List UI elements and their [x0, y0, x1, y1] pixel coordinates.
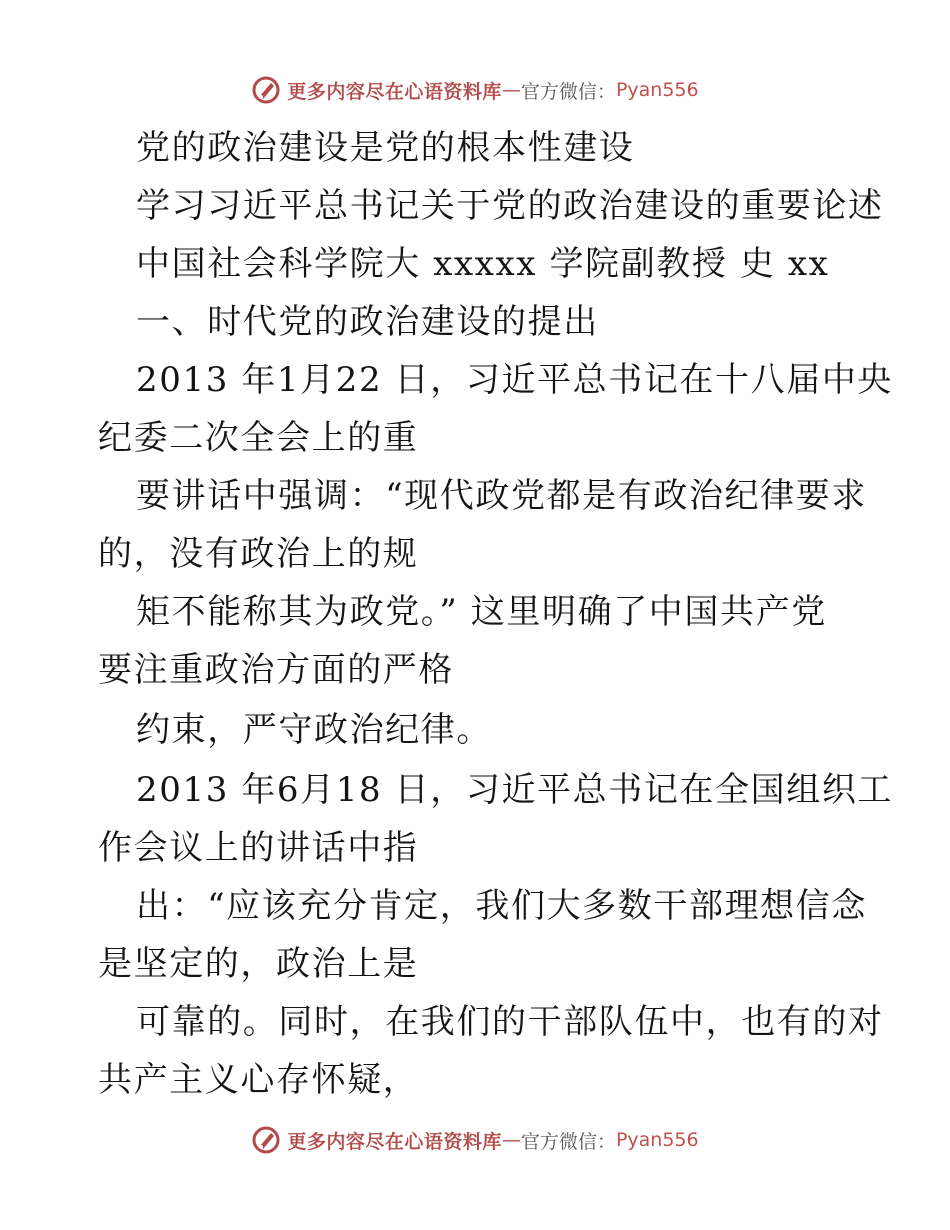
document-author: 中国社会科学院大 xxxxx 学院副教授 史 xx [136, 244, 830, 284]
paragraph-line: 的，没有政治上的规 [98, 534, 419, 574]
pen-logo-icon [251, 1125, 281, 1155]
paragraph-line: 2013 年1月22 日，习近平总书记在十八届中央 [136, 360, 894, 400]
paragraph-line: 作会议上的讲话中指 [98, 828, 419, 868]
watermark-main-text: 更多内容尽在心语资料库 [287, 80, 502, 103]
paragraph-line: 要讲话中强调：“现代政党都是有政治纪律要求 [136, 476, 867, 516]
pen-logo-icon [251, 75, 281, 105]
paragraph-line: 纪委二次全会上的重 [98, 418, 419, 458]
footer-watermark [0, 1120, 950, 1160]
paragraph-line: 共产主义心存怀疑， [98, 1060, 419, 1100]
document-title: 党的政治建设是党的根本性建设 [136, 128, 635, 168]
paragraph-line: 出：“应该充分肯定，我们大多数干部理想信念 [136, 886, 867, 926]
watermark-wechat-id: Pyan556 [615, 79, 699, 101]
paragraph-line: 要注重政治方面的严格 [98, 650, 454, 690]
watermark-main-text: 更多内容尽在心语资料库 [287, 1130, 502, 1153]
watermark-separator: — [501, 1129, 521, 1151]
section-heading: 一、时代党的政治建设的提出 [136, 302, 599, 342]
watermark-separator: — [501, 79, 521, 101]
header-watermark [0, 70, 950, 110]
watermark-wechat-id: Pyan556 [615, 1129, 699, 1151]
paragraph-line: 2013 年6月18 日，习近平总书记在全国组织工 [136, 770, 894, 810]
paragraph-line: 可靠的。同时，在我们的干部队伍中，也有的对 [136, 1002, 884, 1042]
watermark-side-text: 官方微信： [520, 80, 616, 103]
document-subtitle: 学习习近平总书记关于党的政治建设的重要论述 [136, 186, 884, 226]
paragraph-line: 是坚定的，政治上是 [98, 944, 419, 984]
paragraph-line: 约束，严守政治纪律。 [136, 710, 492, 750]
watermark-side-text: 官方微信： [520, 1130, 616, 1153]
paragraph-line: 矩不能称其为政党。” 这里明确了中国共产党 [136, 592, 827, 632]
